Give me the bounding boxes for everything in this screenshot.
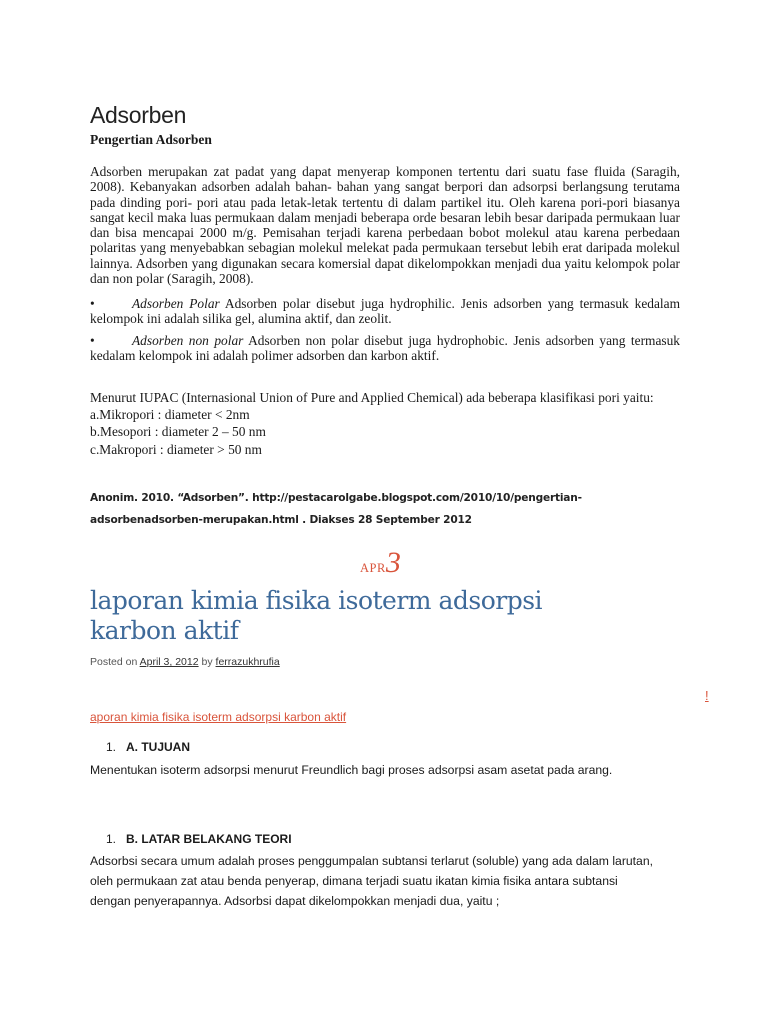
reference-line: adsorbenadsorben-merupakan.html . Diakses 28 September 2012 — [90, 514, 472, 526]
bullet-term: Adsorben non polar — [132, 333, 244, 348]
reference-line: Anonim. 2010. “Adsorben”. http://pestacarolgabe.blogspot.com/2010/10/pengertian- — [90, 492, 582, 504]
post-title[interactable] — [90, 586, 650, 646]
posted-on-label: Posted on — [90, 656, 140, 668]
tujuan-paragraph: Menentukan isoterm adsorpsi menurut Freundlich bagi proses adsorpsi asam asetat pada arang. — [90, 763, 613, 777]
post-title-line: karbon aktif — [90, 616, 239, 645]
author-link[interactable]: ferrazukhrufia — [215, 656, 280, 668]
post-meta — [90, 656, 280, 668]
paragraph-line: dengan penyerapannya. Adsorbsi dapat dikelompokkan menjadi dua, yaitu ; — [90, 894, 500, 908]
iupac-item: a.Mikropori : diameter < 2nm — [90, 407, 250, 423]
section-heading-label: B. LATAR BELAKANG TEORI — [126, 832, 292, 846]
exclamation-link[interactable]: ! — [705, 688, 709, 703]
iupac-item: c.Makropori : diameter > 50 nm — [90, 441, 262, 457]
post-title-line: laporan kimia fisika isoterm adsorpsi — [90, 586, 543, 615]
by-label: by — [198, 656, 216, 668]
iupac-intro: Menurut IUPAC (Internasional Union of Pure and Applied Chemical) ada beberapa klasifikasi pori yaitu: — [90, 390, 654, 405]
definition-paragraph: Adsorben merupakan zat padat yang dapat menyerap komponen tertentu dari suatu fase fluida (Saragih, 2008). Kebanyakan adsorben adalah bahan- bahan yang sangat berpori dan adsorpsi berlangsung terutama pada dinding pori- pori atau pada letak-letak tertentu di dalam partikel itu. Oleh karena pori-pori biasanya sangat kecil maka luas permukaan dalam menjadi beberapa orde besaran lebih besar daripada permukaan luar dan bisa mencapai 2000 m/g. Pemisahan terjadi karena perbedaan bobot molekul atau karena perbedaan polaritas yang menyebabkan sebagian molekul melekat pada permukaan tersebut lebih erat daripada molekul lainnya. Adsorben yang digunakan secara komersial dapat dikelompokkan menjadi dua yaitu kelompok polar dan non polar (Saragih, 2008). — [90, 164, 680, 287]
reference-citation — [90, 487, 710, 531]
bullet-text: Adsorben non polar disebut juga hydrophobic. Jenis adsorben yang termasuk kedalam kelompok ini adalah polimer adsorben dan karbon aktif. — [90, 333, 680, 364]
section-heading-tujuan — [106, 740, 190, 754]
iupac-classification — [90, 389, 690, 458]
post-date-month: APR — [360, 561, 386, 575]
page-title: Adsorben — [90, 102, 187, 128]
post-date-badge — [360, 546, 401, 580]
latar-belakang-paragraph — [90, 851, 690, 911]
bullet-marker: • — [90, 296, 95, 311]
paragraph-line: Adsorbsi secara umum adalah proses penggumpalan subtansi terlarut (soluble) yang ada dalam larutan, — [90, 854, 653, 868]
paragraph-line: oleh permukaan zat atau benda penyerap, dimana terjadi suatu ikatan kimia fisika antara subtansi — [90, 874, 618, 888]
list-number: 1. — [106, 740, 117, 754]
post-title-link[interactable]: aporan kimia fisika isoterm adsorpsi karbon aktif — [90, 710, 347, 724]
section-subtitle: Pengertian Adsorben — [90, 132, 212, 147]
section-heading-label: A. TUJUAN — [126, 740, 191, 754]
list-number: 1. — [106, 832, 117, 846]
bullet-term: Adsorben Polar — [132, 296, 220, 311]
section-heading-latar-belakang — [106, 832, 292, 846]
iupac-item: b.Mesopori : diameter 2 – 50 nm — [90, 424, 266, 440]
bullet-marker: • — [90, 333, 95, 348]
bullet-nonpolar — [90, 333, 680, 364]
bullet-text: Adsorben polar disebut juga hydrophilic. Jenis adsorben yang termasuk kedalam kelompok ini adalah silika gel, alumina aktif, dan zeolit. — [90, 296, 680, 327]
post-date-day: 3 — [385, 546, 401, 579]
post-date-link[interactable]: April 3, 2012 — [139, 656, 199, 668]
bullet-polar — [90, 296, 680, 327]
